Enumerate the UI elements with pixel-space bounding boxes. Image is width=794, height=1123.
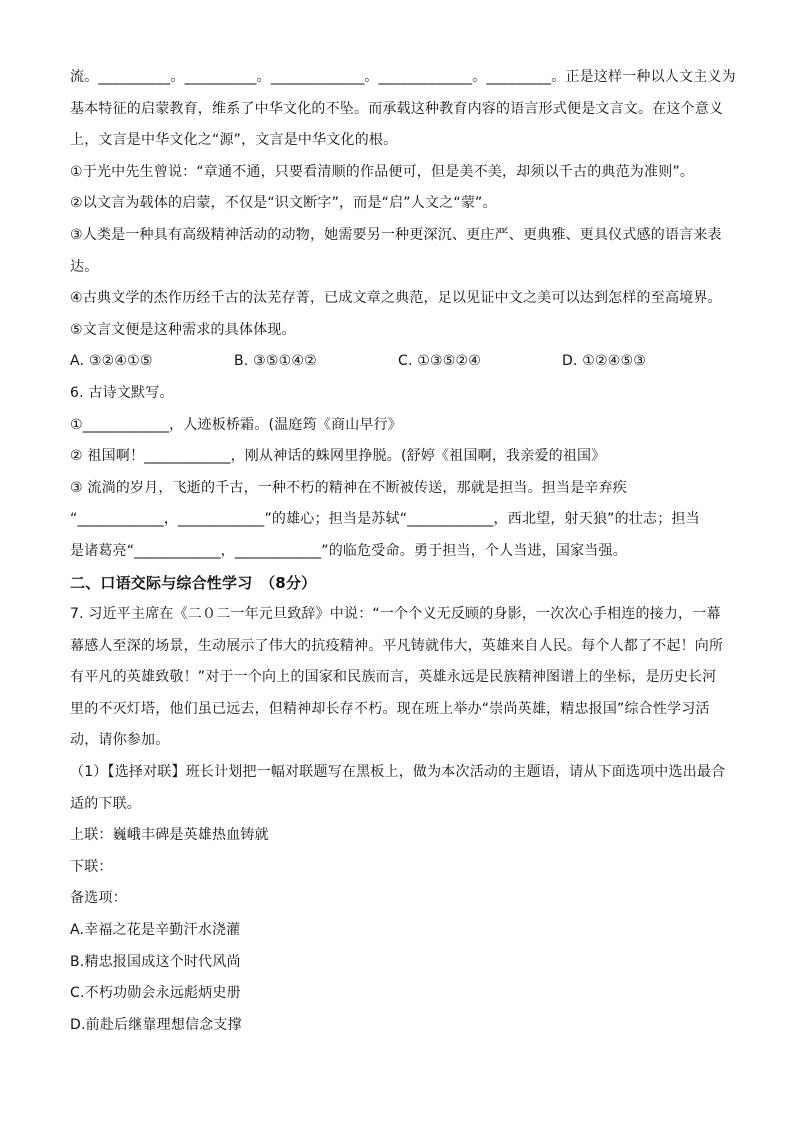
passage-line: 基本特征的启蒙教育，维系了中华文化的不坠。而承载这种教育内容的语言形式便是文言文。在这个意义 bbox=[70, 100, 724, 117]
sub-question-1: （1）【选择对联】班长计划把一幅对联题写在黑板上，做为本次活动的主题语，请从下面选项中选出最合 bbox=[70, 764, 726, 781]
sentence-3-cont: 达。 bbox=[70, 258, 99, 275]
choice-b: B.精忠报国成这个时代风尚 bbox=[70, 953, 241, 970]
poem-item-3-cont2: 是诸葛亮“____________，____________”的临危受命。勇于担当，个人当进，国家当强。 bbox=[70, 542, 627, 559]
question-7-line: 有平凡的英雄致敬！”对于一个向上的国家和民族而言，英雄永远是民族精神图谱上的坐标，是历史长河 bbox=[70, 669, 717, 686]
option-b: B. ③⑤①④② bbox=[234, 353, 317, 370]
sentence-3: ③人类是一种具有高级精神活动的动物，她需要另一种更深沉、更庄严、更典雅、更具仪式感的语言来表 bbox=[70, 226, 722, 243]
option-a: A. ③②④①⑤ bbox=[70, 353, 153, 370]
sentence-4: ④古典文学的杰作历经千古的汰芜存菁，已成文章之典范，足以见证中文之美可以达到怎样的至高境界。 bbox=[70, 290, 722, 307]
poem-item-2: ② 祖国啊！____________，刚从神话的蛛网里挣脱。(舒婷《祖国啊，我亲爱的祖国》 bbox=[70, 448, 606, 465]
sentence-5: ⑤文言文便是这种需求的具体体现。 bbox=[70, 321, 296, 338]
sentence-1: ①于光中先生曾说：“章通不通，只要看清顺的作品便可，但是美不美，却须以千古的典范为准则”。 bbox=[70, 163, 695, 180]
choices-label: 备选项： bbox=[70, 890, 127, 907]
option-d: D. ①②④⑤③ bbox=[562, 353, 647, 370]
passage-line: 上，文言是中华文化之“源”，文言是中华文化的根。 bbox=[70, 132, 398, 149]
choice-c: C.不朽功勋会永远彪炳史册 bbox=[70, 985, 241, 1002]
lower-couplet: 下联： bbox=[70, 858, 113, 875]
sub-question-1-cont: 适的下联。 bbox=[70, 795, 141, 812]
q5-options bbox=[70, 346, 726, 378]
choice-a: A.幸福之花是辛勤汗水浇灌 bbox=[70, 922, 241, 939]
sentence-2: ②以文言为载体的启蒙，不仅是“识文断字”，而是“启”人文之“蒙”。 bbox=[70, 195, 497, 212]
option-c: C. ①③⑤②④ bbox=[398, 353, 482, 370]
poem-item-1: ①____________，人迹板桥霜。(温庭筠《商山早行》 bbox=[70, 416, 403, 433]
question-6-title: 6. 古诗文默写。 bbox=[70, 384, 174, 401]
question-7-line: 里的不灭灯塔，他们虽已远去，但精神却长存不朽。现在班上举办“崇尚英雄，精忠报国”综合性学习活 bbox=[70, 700, 710, 717]
document-page bbox=[70, 62, 736, 1041]
poem-item-3-cont: “____________，____________”的雄心；担当是苏轼“____________，西北望，射天狼”的壮志；担当 bbox=[70, 511, 700, 528]
passage-line: 流。__________。__________。_____________。_____________。_________。正是这样一种以人文主义为 bbox=[70, 69, 736, 85]
upper-couplet: 上联：巍峨丰碑是英雄热血铸就 bbox=[70, 827, 269, 844]
question-7-line: 动，请你参加。 bbox=[70, 732, 170, 749]
question-7-line: 幕感人至深的场景，生动展示了伟大的抗疫精神。平凡铸就伟大，英雄来自人民。每个人都了不起！向所 bbox=[70, 637, 724, 654]
section-2-title: 二、口语交际与综合性学习 （8分） bbox=[70, 573, 317, 592]
question-7-line: 7. 习近平主席在《二０二一年元旦致辞》中说：“一个个义无反顾的身影，一次次心手相连的接力，一幕 bbox=[70, 606, 721, 623]
poem-item-3: ③ 流淌的岁月，飞逝的千古，一种不朽的精神在不断被传送，那就是担当。担当是辛弃疾 bbox=[70, 479, 627, 496]
choice-d: D.前赴后继靠理想信念支撑 bbox=[70, 1016, 242, 1033]
